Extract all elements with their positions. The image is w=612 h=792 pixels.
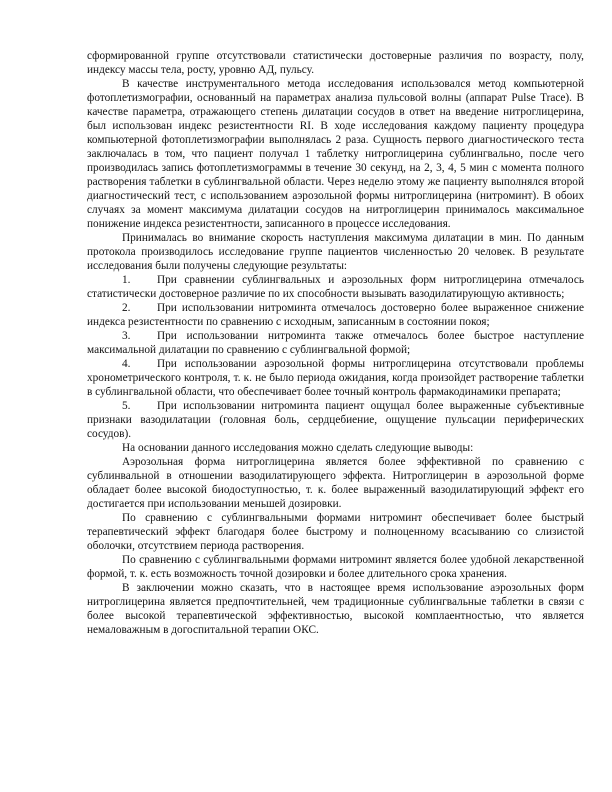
paragraph-protocol: Принималась во внимание скорость наступления максимума дилатации в мин. По данным протокола производилось исследование группе пациентов численностью 20 человек. В результате исследования были получены следующие результаты: xyxy=(87,232,584,272)
result-number: 2. xyxy=(122,302,131,314)
conclusions-intro: На основании данного исследования можно сделать следующие выводы: xyxy=(122,442,474,454)
conclusion-paragraph: Аэрозольная форма нитроглицерина является более эффективной по сравнению с сублинвальной в отношении вазодилатирующего эффекта. Нитроглицерин в аэрозольной форме обладает более высокой биодоступностью, т. к. более выраженный вазодилатирующий эффект его достигается при использовании меньшей дозировки. xyxy=(87,456,584,510)
result-number: 3. xyxy=(122,330,131,342)
result-item xyxy=(87,301,584,329)
result-item xyxy=(87,273,584,301)
result-text: При использовании аэрозольной формы нитроглицерина отсутствовали проблемы хронометрического контроля, т. к. не было периода ожидания, когда произойдет растворение таблетки в сублингвальной области, что обеспечивает более точный контроль фармакодинамики препарата; xyxy=(87,358,584,398)
result-item xyxy=(87,329,584,357)
result-text: При сравнении сублингвальных и аэрозольных форм нитроглицерина отмечалось статистически достоверное различие по их способности вызывать вазодилатирующую активность; xyxy=(87,274,584,300)
conclusion-paragraph: По сравнению с сублингвальными формами нитроминт является более удобной лекарственной формой, т. к. есть возможность точной дозировки и более длительного срока хранения. xyxy=(87,554,584,580)
result-number: 1. xyxy=(122,274,131,286)
document-body xyxy=(87,49,584,637)
result-item xyxy=(87,357,584,399)
result-text: При использовании нитроминта также отмечалось более быстрое наступление максимальной дилатации по сравнению с сублингвальной формой; xyxy=(87,330,584,356)
paragraph-method: В качестве инструментального метода исследования использовался метод компьютерной фотоплетизмографии, основанный на параметрах анализа пульсовой волны (аппарат Pulse Trace). В качестве параметра, отражающего степень дилатации сосудов в ответ на введение нитроглицерина, был использован индекс резистентности RI. В ходе исследования каждому пациенту процедура компьютерной фотоплетизмографии выполнялась 2 раза. Сущность первого диагностического теста заключалась в том, что пациент получал 1 таблетку нитроглицерина сублингвально, после чего производилась запись фотоплетизмограммы в течение 30 секунд, на 2, 3, 4, 5 мин с момента полного растворения таблетки в сублингвальной области. Через неделю этому же пациенту выполнялся второй диагностический тест, с использованием аэрозольной формы нитроглицерина (нитроминт). В обоих случаях за момент максимума дилатации сосудов на нитроглицерин принималось максимальное понижение индекса резистентности, записанного в процессе исследования. xyxy=(87,78,584,230)
result-text: При использовании нитроминта пациент ощущал более выраженные субъективные признаки вазодилатации (головная боль, сердцебиение, ощущение пульсации периферических сосудов). xyxy=(87,400,584,440)
conclusion-paragraph: По сравнению с сублингвальными формами нитроминт обеспечивает более быстрый терапевтический эффект благодаря более быстрому и полноценному всасыванию со слизистой оболочки, отсутствием периода растворения. xyxy=(87,512,584,552)
final-conclusion: В заключении можно сказать, что в настоящее время использование аэрозольных форм нитроглицерина является предпочтительней, чем традиционные сублингвальные таблетки в связи с более высокой терапевтической эффективностью, высокой комплаентностью, что является немаловажным в догоспитальной терапии ОКС. xyxy=(87,582,584,636)
result-number: 5. xyxy=(122,400,131,412)
result-text: При использовании нитроминта отмечалось достоверно более выраженное снижение индекса резистентности по сравнению с исходным, записанным в состоянии покоя; xyxy=(87,302,584,328)
paragraph-group-similarity: сформированной группе отсутствовали статистически достоверные различия по возрасту, полу, индексу массы тела, росту, уровню АД, пульсу. xyxy=(87,50,584,76)
result-number: 4. xyxy=(122,358,131,370)
result-item xyxy=(87,399,584,441)
